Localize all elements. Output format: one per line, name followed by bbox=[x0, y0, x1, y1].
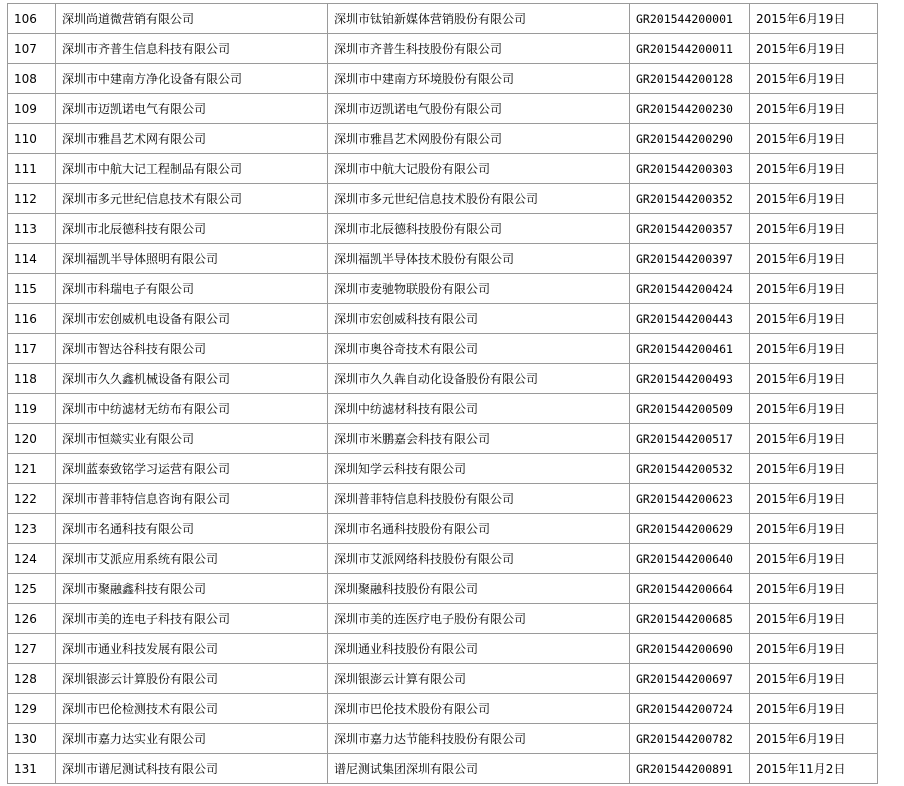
table-row bbox=[8, 514, 878, 544]
original-company-name-cell: 深圳市雅昌艺术网有限公司 bbox=[56, 124, 328, 154]
table-row bbox=[8, 154, 878, 184]
table-row bbox=[8, 364, 878, 394]
table-row bbox=[8, 184, 878, 214]
row-number-cell: 106 bbox=[8, 4, 56, 34]
table-row bbox=[8, 664, 878, 694]
table-row bbox=[8, 634, 878, 664]
new-company-name-cell: 深圳市艾派网络科技股份有限公司 bbox=[328, 544, 630, 574]
original-company-name-cell: 深圳市中航大记工程制品有限公司 bbox=[56, 154, 328, 184]
issue-date-cell: 2015年6月19日 bbox=[750, 634, 878, 664]
row-number-cell: 131 bbox=[8, 754, 56, 784]
certificate-number-cell: GR201544200685 bbox=[630, 604, 750, 634]
issue-date-cell: 2015年6月19日 bbox=[750, 364, 878, 394]
certificate-number-cell: GR201544200011 bbox=[630, 34, 750, 64]
row-number-cell: 111 bbox=[8, 154, 56, 184]
row-number-cell: 118 bbox=[8, 364, 56, 394]
table-row bbox=[8, 4, 878, 34]
original-company-name-cell: 深圳银澎云计算股份有限公司 bbox=[56, 664, 328, 694]
issue-date-cell: 2015年6月19日 bbox=[750, 454, 878, 484]
issue-date-cell: 2015年6月19日 bbox=[750, 274, 878, 304]
certificate-number-cell: GR201544200690 bbox=[630, 634, 750, 664]
new-company-name-cell: 深圳中纺滤材科技有限公司 bbox=[328, 394, 630, 424]
original-company-name-cell: 深圳市北辰德科技有限公司 bbox=[56, 214, 328, 244]
new-company-name-cell: 深圳普菲特信息科技股份有限公司 bbox=[328, 484, 630, 514]
issue-date-cell: 2015年6月19日 bbox=[750, 694, 878, 724]
original-company-name-cell: 深圳市美的连电子科技有限公司 bbox=[56, 604, 328, 634]
row-number-cell: 129 bbox=[8, 694, 56, 724]
original-company-name-cell: 深圳市恒燚实业有限公司 bbox=[56, 424, 328, 454]
table-body bbox=[8, 4, 878, 784]
table-row bbox=[8, 274, 878, 304]
certificate-number-cell: GR201544200290 bbox=[630, 124, 750, 154]
new-company-name-cell: 深圳市米鹏嘉会科技有限公司 bbox=[328, 424, 630, 454]
original-company-name-cell: 深圳市多元世纪信息技术有限公司 bbox=[56, 184, 328, 214]
certificate-number-cell: GR201544200517 bbox=[630, 424, 750, 454]
row-number-cell: 110 bbox=[8, 124, 56, 154]
table-row bbox=[8, 124, 878, 154]
issue-date-cell: 2015年6月19日 bbox=[750, 124, 878, 154]
table-row bbox=[8, 304, 878, 334]
issue-date-cell: 2015年11月2日 bbox=[750, 754, 878, 784]
original-company-name-cell: 深圳市巴伦检测技术有限公司 bbox=[56, 694, 328, 724]
original-company-name-cell: 深圳市科瑞电子有限公司 bbox=[56, 274, 328, 304]
original-company-name-cell: 深圳市通业科技发展有限公司 bbox=[56, 634, 328, 664]
row-number-cell: 128 bbox=[8, 664, 56, 694]
issue-date-cell: 2015年6月19日 bbox=[750, 574, 878, 604]
original-company-name-cell: 深圳市嘉力达实业有限公司 bbox=[56, 724, 328, 754]
row-number-cell: 125 bbox=[8, 574, 56, 604]
table-row bbox=[8, 334, 878, 364]
table-row bbox=[8, 454, 878, 484]
original-company-name-cell: 深圳市中建南方净化设备有限公司 bbox=[56, 64, 328, 94]
certificate-number-cell: GR201544200891 bbox=[630, 754, 750, 784]
row-number-cell: 113 bbox=[8, 214, 56, 244]
new-company-name-cell: 谱尼测试集团深圳有限公司 bbox=[328, 754, 630, 784]
certificate-number-cell: GR201544200629 bbox=[630, 514, 750, 544]
table-row bbox=[8, 754, 878, 784]
row-number-cell: 130 bbox=[8, 724, 56, 754]
row-number-cell: 108 bbox=[8, 64, 56, 94]
original-company-name-cell: 深圳蓝泰致铭学习运营有限公司 bbox=[56, 454, 328, 484]
certificate-number-cell: GR201544200357 bbox=[630, 214, 750, 244]
original-company-name-cell: 深圳市普菲特信息咨询有限公司 bbox=[56, 484, 328, 514]
original-company-name-cell: 深圳尚道微营销有限公司 bbox=[56, 4, 328, 34]
issue-date-cell: 2015年6月19日 bbox=[750, 154, 878, 184]
new-company-name-cell: 深圳市中建南方环境股份有限公司 bbox=[328, 64, 630, 94]
original-company-name-cell: 深圳市宏创威机电设备有限公司 bbox=[56, 304, 328, 334]
new-company-name-cell: 深圳市巴伦技术股份有限公司 bbox=[328, 694, 630, 724]
certificate-number-cell: GR201544200001 bbox=[630, 4, 750, 34]
issue-date-cell: 2015年6月19日 bbox=[750, 334, 878, 364]
table-row bbox=[8, 544, 878, 574]
new-company-name-cell: 深圳银澎云计算有限公司 bbox=[328, 664, 630, 694]
table-row bbox=[8, 604, 878, 634]
issue-date-cell: 2015年6月19日 bbox=[750, 484, 878, 514]
new-company-name-cell: 深圳市嘉力达节能科技股份有限公司 bbox=[328, 724, 630, 754]
original-company-name-cell: 深圳市齐普生信息科技有限公司 bbox=[56, 34, 328, 64]
certificate-number-cell: GR201544200128 bbox=[630, 64, 750, 94]
new-company-name-cell: 深圳福凯半导体技术股份有限公司 bbox=[328, 244, 630, 274]
new-company-name-cell: 深圳市中航大记股份有限公司 bbox=[328, 154, 630, 184]
certificate-number-cell: GR201544200461 bbox=[630, 334, 750, 364]
new-company-name-cell: 深圳市齐普生科技股份有限公司 bbox=[328, 34, 630, 64]
row-number-cell: 127 bbox=[8, 634, 56, 664]
original-company-name-cell: 深圳市谱尼测试科技有限公司 bbox=[56, 754, 328, 784]
original-company-name-cell: 深圳市智达谷科技有限公司 bbox=[56, 334, 328, 364]
certificate-number-cell: GR201544200352 bbox=[630, 184, 750, 214]
new-company-name-cell: 深圳市名通科技股份有限公司 bbox=[328, 514, 630, 544]
certificate-number-cell: GR201544200724 bbox=[630, 694, 750, 724]
row-number-cell: 126 bbox=[8, 604, 56, 634]
original-company-name-cell: 深圳市名通科技有限公司 bbox=[56, 514, 328, 544]
table-row bbox=[8, 394, 878, 424]
row-number-cell: 112 bbox=[8, 184, 56, 214]
table-row bbox=[8, 94, 878, 124]
issue-date-cell: 2015年6月19日 bbox=[750, 214, 878, 244]
original-company-name-cell: 深圳福凯半导体照明有限公司 bbox=[56, 244, 328, 274]
row-number-cell: 120 bbox=[8, 424, 56, 454]
certificate-number-cell: GR201544200623 bbox=[630, 484, 750, 514]
certificate-number-cell: GR201544200782 bbox=[630, 724, 750, 754]
issue-date-cell: 2015年6月19日 bbox=[750, 424, 878, 454]
new-company-name-cell: 深圳市北辰德科技股份有限公司 bbox=[328, 214, 630, 244]
row-number-cell: 109 bbox=[8, 94, 56, 124]
table-row bbox=[8, 574, 878, 604]
issue-date-cell: 2015年6月19日 bbox=[750, 724, 878, 754]
table-row bbox=[8, 214, 878, 244]
new-company-name-cell: 深圳市迈凯诺电气股份有限公司 bbox=[328, 94, 630, 124]
issue-date-cell: 2015年6月19日 bbox=[750, 604, 878, 634]
issue-date-cell: 2015年6月19日 bbox=[750, 94, 878, 124]
original-company-name-cell: 深圳市聚融鑫科技有限公司 bbox=[56, 574, 328, 604]
row-number-cell: 107 bbox=[8, 34, 56, 64]
issue-date-cell: 2015年6月19日 bbox=[750, 544, 878, 574]
issue-date-cell: 2015年6月19日 bbox=[750, 4, 878, 34]
table-row bbox=[8, 244, 878, 274]
table-row bbox=[8, 64, 878, 94]
certificate-number-cell: GR201544200532 bbox=[630, 454, 750, 484]
new-company-name-cell: 深圳聚融科技股份有限公司 bbox=[328, 574, 630, 604]
new-company-name-cell: 深圳市奥谷奇技术有限公司 bbox=[328, 334, 630, 364]
original-company-name-cell: 深圳市中纺滤材无纺布有限公司 bbox=[56, 394, 328, 424]
certificate-number-cell: GR201544200697 bbox=[630, 664, 750, 694]
certificate-number-cell: GR201544200493 bbox=[630, 364, 750, 394]
certificate-number-cell: GR201544200640 bbox=[630, 544, 750, 574]
issue-date-cell: 2015年6月19日 bbox=[750, 34, 878, 64]
row-number-cell: 116 bbox=[8, 304, 56, 334]
row-number-cell: 114 bbox=[8, 244, 56, 274]
table-row bbox=[8, 694, 878, 724]
table-row bbox=[8, 724, 878, 754]
row-number-cell: 117 bbox=[8, 334, 56, 364]
table-row bbox=[8, 34, 878, 64]
row-number-cell: 122 bbox=[8, 484, 56, 514]
row-number-cell: 119 bbox=[8, 394, 56, 424]
issue-date-cell: 2015年6月19日 bbox=[750, 514, 878, 544]
company-name-change-table bbox=[7, 3, 878, 784]
new-company-name-cell: 深圳市钛铂新媒体营销股份有限公司 bbox=[328, 4, 630, 34]
new-company-name-cell: 深圳通业科技股份有限公司 bbox=[328, 634, 630, 664]
issue-date-cell: 2015年6月19日 bbox=[750, 244, 878, 274]
row-number-cell: 121 bbox=[8, 454, 56, 484]
certificate-number-cell: GR201544200303 bbox=[630, 154, 750, 184]
certificate-number-cell: GR201544200230 bbox=[630, 94, 750, 124]
new-company-name-cell: 深圳市美的连医疗电子股份有限公司 bbox=[328, 604, 630, 634]
table-row bbox=[8, 484, 878, 514]
issue-date-cell: 2015年6月19日 bbox=[750, 304, 878, 334]
table-row bbox=[8, 424, 878, 454]
issue-date-cell: 2015年6月19日 bbox=[750, 394, 878, 424]
new-company-name-cell: 深圳市宏创威科技有限公司 bbox=[328, 304, 630, 334]
issue-date-cell: 2015年6月19日 bbox=[750, 664, 878, 694]
certificate-number-cell: GR201544200443 bbox=[630, 304, 750, 334]
original-company-name-cell: 深圳市迈凯诺电气有限公司 bbox=[56, 94, 328, 124]
new-company-name-cell: 深圳市多元世纪信息技术股份有限公司 bbox=[328, 184, 630, 214]
original-company-name-cell: 深圳市艾派应用系统有限公司 bbox=[56, 544, 328, 574]
new-company-name-cell: 深圳市雅昌艺术网股份有限公司 bbox=[328, 124, 630, 154]
issue-date-cell: 2015年6月19日 bbox=[750, 184, 878, 214]
certificate-number-cell: GR201544200397 bbox=[630, 244, 750, 274]
new-company-name-cell: 深圳知学云科技有限公司 bbox=[328, 454, 630, 484]
certificate-number-cell: GR201544200509 bbox=[630, 394, 750, 424]
certificate-number-cell: GR201544200664 bbox=[630, 574, 750, 604]
new-company-name-cell: 深圳市久久犇自动化设备股份有限公司 bbox=[328, 364, 630, 394]
new-company-name-cell: 深圳市麦驰物联股份有限公司 bbox=[328, 274, 630, 304]
row-number-cell: 115 bbox=[8, 274, 56, 304]
issue-date-cell: 2015年6月19日 bbox=[750, 64, 878, 94]
row-number-cell: 123 bbox=[8, 514, 56, 544]
certificate-number-cell: GR201544200424 bbox=[630, 274, 750, 304]
row-number-cell: 124 bbox=[8, 544, 56, 574]
original-company-name-cell: 深圳市久久鑫机械设备有限公司 bbox=[56, 364, 328, 394]
